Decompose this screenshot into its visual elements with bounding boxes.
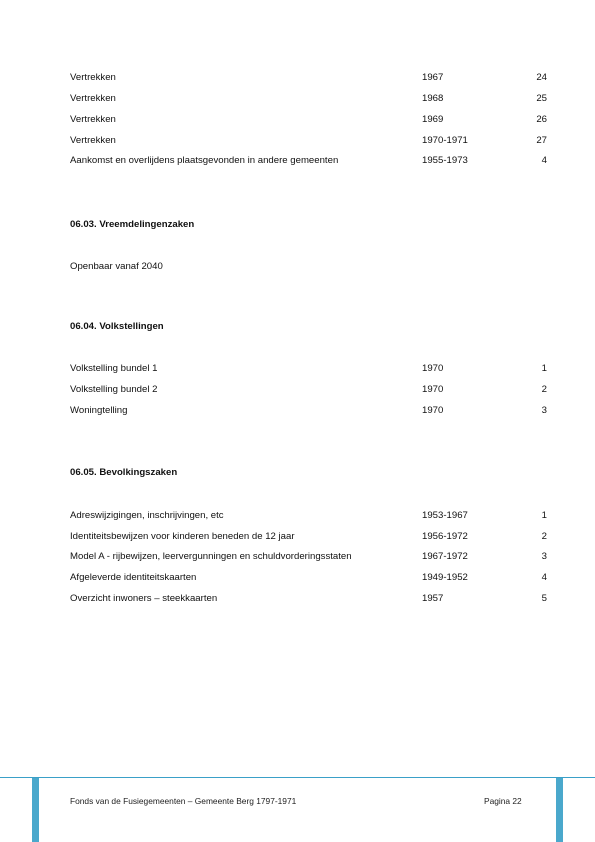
item-number: 3 <box>541 551 547 562</box>
item-period: 1967-1972 <box>422 551 468 562</box>
item-number: 5 <box>541 593 547 604</box>
item-period: 1970 <box>422 363 444 374</box>
item-description: Model A - rijbewijzen, leervergunningen en schuldvorderingsstaten <box>70 551 352 562</box>
item-period: 1970-1971 <box>422 135 468 146</box>
item-period: 1953-1967 <box>422 510 468 521</box>
item-period: 1967 <box>422 72 444 83</box>
item-description: Vertrekken <box>70 93 116 104</box>
list-item <box>70 404 547 418</box>
list-item <box>70 530 547 544</box>
section-heading: 06.05. Bevolkingszaken <box>70 467 178 478</box>
list-item <box>70 92 547 106</box>
item-number: 2 <box>541 531 547 542</box>
item-description: Vertrekken <box>70 72 116 83</box>
item-period: 1970 <box>422 405 444 416</box>
item-number: 27 <box>536 135 547 146</box>
section-heading: 06.04. Volkstellingen <box>70 321 164 332</box>
list-item <box>70 113 547 127</box>
item-period: 1956-1972 <box>422 531 468 542</box>
item-description: Adreswijzigingen, inschrijvingen, etc <box>70 510 224 521</box>
item-description: Identiteitsbewijzen voor kinderen beneden de 12 jaar <box>70 531 295 542</box>
item-number: 3 <box>541 405 547 416</box>
list-item <box>70 383 547 397</box>
item-number: 2 <box>541 384 547 395</box>
item-description: Woningtelling <box>70 405 128 416</box>
footer-accent-bar-right <box>556 778 563 842</box>
item-number: 1 <box>541 510 547 521</box>
item-number: 1 <box>541 363 547 374</box>
footer-title: Fonds van de Fusiegemeenten – Gemeente Berg 1797-1971 <box>70 796 297 806</box>
list-item <box>70 154 547 168</box>
item-period: 1949-1952 <box>422 572 468 583</box>
item-period: 1970 <box>422 384 444 395</box>
page-number: Pagina 22 <box>484 796 522 806</box>
footer-divider <box>0 777 595 778</box>
item-number: 26 <box>536 114 547 125</box>
item-number: 25 <box>536 93 547 104</box>
section-note: Openbaar vanaf 2040 <box>70 261 163 272</box>
list-item <box>70 362 547 376</box>
list-item <box>70 509 547 523</box>
item-description: Vertrekken <box>70 135 116 146</box>
item-description: Volkstelling bundel 1 <box>70 363 158 374</box>
section-heading: 06.03. Vreemdelingenzaken <box>70 219 195 230</box>
list-item <box>70 571 547 585</box>
item-description: Aankomst en overlijdens plaatsgevonden in andere gemeenten <box>70 155 339 166</box>
list-item <box>70 550 547 564</box>
item-period: 1957 <box>422 593 444 604</box>
footer-accent-bar-left <box>32 778 39 842</box>
item-number: 4 <box>541 155 547 166</box>
list-item <box>70 134 547 148</box>
item-description: Overzicht inwoners – steekkaarten <box>70 593 218 604</box>
list-item <box>70 71 547 85</box>
item-period: 1955-1973 <box>422 155 468 166</box>
item-description: Vertrekken <box>70 114 116 125</box>
item-number: 4 <box>541 572 547 583</box>
item-number: 24 <box>536 72 547 83</box>
item-period: 1969 <box>422 114 444 125</box>
item-period: 1968 <box>422 93 444 104</box>
item-description: Afgeleverde identiteitskaarten <box>70 572 197 583</box>
item-description: Volkstelling bundel 2 <box>70 384 158 395</box>
list-item <box>70 592 547 606</box>
